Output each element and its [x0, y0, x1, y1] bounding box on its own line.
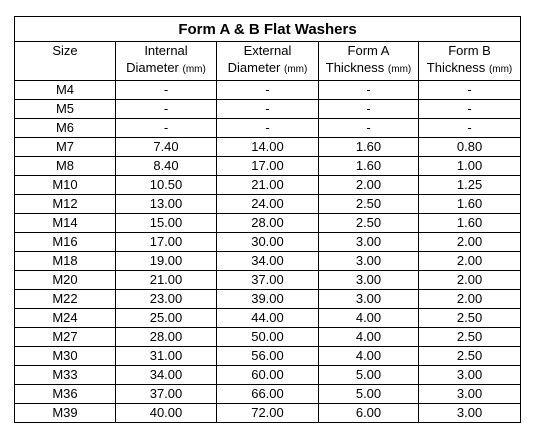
table-row	[15, 157, 521, 176]
size-cell: M22	[15, 290, 116, 309]
table-row	[15, 81, 521, 100]
header-line1: Form B	[448, 43, 491, 58]
external-diameter-cell: -	[217, 119, 319, 138]
header-unit: (mm)	[488, 64, 513, 75]
internal-diameter-cell: 40.00	[116, 404, 217, 423]
size-cell: M16	[15, 233, 116, 252]
header-size	[15, 42, 116, 81]
size-cell: M39	[15, 404, 116, 423]
form-b-thickness-cell: 2.00	[419, 252, 521, 271]
external-diameter-cell: -	[217, 81, 319, 100]
header-line1: Form A	[347, 43, 390, 58]
external-diameter-cell: 72.00	[217, 404, 319, 423]
header-line1: Internal	[144, 43, 188, 58]
external-diameter-cell: 30.00	[217, 233, 319, 252]
form-a-thickness-cell: 3.00	[319, 271, 419, 290]
size-cell: M24	[15, 309, 116, 328]
size-cell: M20	[15, 271, 116, 290]
table-row	[15, 176, 521, 195]
table-row	[15, 138, 521, 157]
header-form-a-thickness	[319, 42, 419, 81]
header-row	[15, 42, 521, 81]
form-b-thickness-cell: 2.50	[419, 347, 521, 366]
size-cell: M6	[15, 119, 116, 138]
size-cell: M30	[15, 347, 116, 366]
external-diameter-cell: 37.00	[217, 271, 319, 290]
form-b-thickness-cell: 1.60	[419, 214, 521, 233]
table-row	[15, 328, 521, 347]
internal-diameter-cell: 21.00	[116, 271, 217, 290]
header-unit: (mm)	[284, 64, 308, 75]
form-b-thickness-cell: 2.00	[419, 271, 521, 290]
size-cell: M8	[15, 157, 116, 176]
form-a-thickness-cell: -	[319, 81, 419, 100]
form-b-thickness-cell: 2.00	[419, 233, 521, 252]
form-b-thickness-cell: 3.00	[419, 385, 521, 404]
external-diameter-cell: 44.00	[217, 309, 319, 328]
table-row	[15, 290, 521, 309]
table-row	[15, 100, 521, 119]
internal-diameter-cell: 31.00	[116, 347, 217, 366]
form-a-thickness-cell: 3.00	[319, 290, 419, 309]
form-b-thickness-cell: 1.00	[419, 157, 521, 176]
form-b-thickness-cell: -	[419, 100, 521, 119]
header-line2: Thickness	[426, 60, 486, 75]
size-cell: M14	[15, 214, 116, 233]
size-cell: M7	[15, 138, 116, 157]
size-cell: M27	[15, 328, 116, 347]
size-cell: M18	[15, 252, 116, 271]
table-row	[15, 347, 521, 366]
external-diameter-cell: 60.00	[217, 366, 319, 385]
external-diameter-cell: 17.00	[217, 157, 319, 176]
internal-diameter-cell: 28.00	[116, 328, 217, 347]
washer-table	[14, 16, 521, 423]
table-row	[15, 271, 521, 290]
internal-diameter-cell: 23.00	[116, 290, 217, 309]
header-line2: Diameter	[227, 60, 281, 75]
form-b-thickness-cell: 2.00	[419, 290, 521, 309]
external-diameter-cell: 66.00	[217, 385, 319, 404]
form-b-thickness-cell: -	[419, 119, 521, 138]
internal-diameter-cell: 34.00	[116, 366, 217, 385]
form-a-thickness-cell: 4.00	[319, 347, 419, 366]
size-cell: M33	[15, 366, 116, 385]
table-row	[15, 385, 521, 404]
external-diameter-cell: 50.00	[217, 328, 319, 347]
form-a-thickness-cell: 6.00	[319, 404, 419, 423]
form-a-thickness-cell: 2.00	[319, 176, 419, 195]
form-a-thickness-cell: -	[319, 100, 419, 119]
internal-diameter-cell: 17.00	[116, 233, 217, 252]
form-a-thickness-cell: 1.60	[319, 157, 419, 176]
form-a-thickness-cell: 2.50	[319, 195, 419, 214]
form-a-thickness-cell: 2.50	[319, 214, 419, 233]
internal-diameter-cell: 37.00	[116, 385, 217, 404]
internal-diameter-cell: 15.00	[116, 214, 217, 233]
internal-diameter-cell: -	[116, 81, 217, 100]
form-a-thickness-cell: 4.00	[319, 328, 419, 347]
internal-diameter-cell: -	[116, 119, 217, 138]
internal-diameter-cell: 7.40	[116, 138, 217, 157]
external-diameter-cell: 39.00	[217, 290, 319, 309]
form-b-thickness-cell: 3.00	[419, 404, 521, 423]
header-size-label: Size	[52, 43, 78, 58]
size-cell: M12	[15, 195, 116, 214]
table-body	[15, 81, 521, 423]
table-row	[15, 233, 521, 252]
form-b-thickness-cell: 3.00	[419, 366, 521, 385]
internal-diameter-cell: 25.00	[116, 309, 217, 328]
form-a-thickness-cell: 3.00	[319, 233, 419, 252]
form-b-thickness-cell: 1.25	[419, 176, 521, 195]
table-row	[15, 309, 521, 328]
form-a-thickness-cell: -	[319, 119, 419, 138]
internal-diameter-cell: 19.00	[116, 252, 217, 271]
form-a-thickness-cell: 4.00	[319, 309, 419, 328]
form-b-thickness-cell: 2.50	[419, 309, 521, 328]
external-diameter-cell: 56.00	[217, 347, 319, 366]
form-a-thickness-cell: 5.00	[319, 366, 419, 385]
header-line2: Diameter	[126, 60, 179, 75]
external-diameter-cell: 14.00	[217, 138, 319, 157]
internal-diameter-cell: 10.50	[116, 176, 217, 195]
header-unit: (mm)	[387, 64, 412, 75]
internal-diameter-cell: -	[116, 100, 217, 119]
size-cell: M5	[15, 100, 116, 119]
table-row	[15, 214, 521, 233]
header-line1: External	[243, 43, 292, 58]
external-diameter-cell: 24.00	[217, 195, 319, 214]
size-cell: M36	[15, 385, 116, 404]
form-b-thickness-cell: 0.80	[419, 138, 521, 157]
header-external-diameter	[217, 42, 319, 81]
external-diameter-cell: -	[217, 100, 319, 119]
table-title: Form A & B Flat Washers	[15, 17, 521, 42]
table-row	[15, 404, 521, 423]
table-row	[15, 252, 521, 271]
form-b-thickness-cell: -	[419, 81, 521, 100]
header-form-b-thickness	[419, 42, 521, 81]
external-diameter-cell: 21.00	[217, 176, 319, 195]
header-internal-diameter	[116, 42, 217, 81]
header-unit: (mm)	[182, 64, 206, 75]
internal-diameter-cell: 8.40	[116, 157, 217, 176]
size-cell: M4	[15, 81, 116, 100]
form-a-thickness-cell: 5.00	[319, 385, 419, 404]
internal-diameter-cell: 13.00	[116, 195, 217, 214]
form-b-thickness-cell: 1.60	[419, 195, 521, 214]
table-row	[15, 366, 521, 385]
form-a-thickness-cell: 1.60	[319, 138, 419, 157]
external-diameter-cell: 28.00	[217, 214, 319, 233]
size-cell: M10	[15, 176, 116, 195]
table-row	[15, 195, 521, 214]
header-line2: Thickness	[325, 60, 385, 75]
external-diameter-cell: 34.00	[217, 252, 319, 271]
form-a-thickness-cell: 3.00	[319, 252, 419, 271]
table-row	[15, 119, 521, 138]
form-b-thickness-cell: 2.50	[419, 328, 521, 347]
